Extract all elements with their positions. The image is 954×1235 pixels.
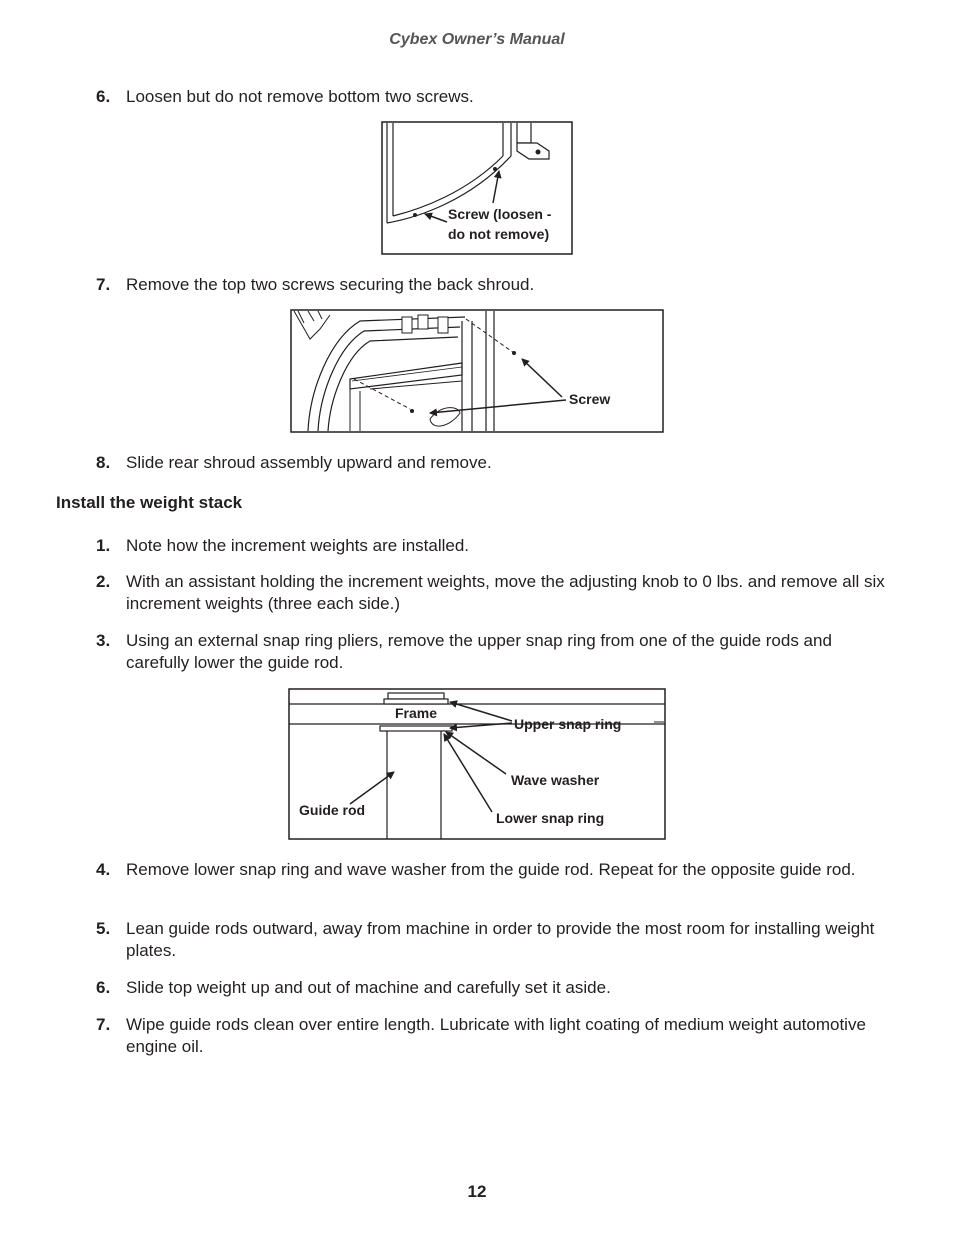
step-number: 8. bbox=[96, 453, 111, 472]
step-number: 1. bbox=[96, 536, 111, 555]
guide-rod-label: Guide rod bbox=[299, 802, 366, 818]
step-number: 7. bbox=[96, 275, 111, 294]
lower-snap-ring-label: Lower snap ring bbox=[496, 810, 605, 826]
step-text: Wipe guide rods clean over entire length. Lubricate with light coating of medium weight automotive engine oil. bbox=[126, 1015, 866, 1056]
step-text: Slide top weight up and out of machine and carefully set it aside. bbox=[126, 978, 611, 997]
frame-label: Frame bbox=[395, 705, 438, 721]
step-text: Remove lower snap ring and wave washer from the guide rod. Repeat for the opposite guide rod. bbox=[126, 860, 856, 879]
step-number: 3. bbox=[96, 631, 111, 650]
step-number: 4. bbox=[96, 860, 111, 879]
page-number: 12 bbox=[467, 1182, 487, 1201]
step-number: 6. bbox=[96, 87, 111, 106]
step-text: With an assistant holding the increment weights, move the adjusting knob to 0 lbs. and remove all six increment weights (three each side.) bbox=[126, 572, 885, 613]
page-header: Cybex Owner’s Manual bbox=[389, 31, 565, 48]
step-number: 2. bbox=[96, 572, 111, 591]
screw-label: Screw bbox=[569, 391, 611, 407]
step-text: Remove the top two screws securing the back shroud. bbox=[126, 275, 535, 294]
step-number: 6. bbox=[96, 978, 111, 997]
wave-washer-label: Wave washer bbox=[511, 772, 600, 788]
section-title: Install the weight stack bbox=[56, 493, 243, 512]
step-text: Slide rear shroud assembly upward and remove. bbox=[126, 453, 492, 472]
step-text: Lean guide rods outward, away from machine in order to provide the most room for installing weight plates. bbox=[126, 919, 875, 960]
figure-bottom-screws bbox=[381, 121, 573, 255]
step-number: 7. bbox=[96, 1015, 111, 1034]
figure-guide-rod bbox=[288, 688, 666, 840]
step-text: Loosen but do not remove bottom two screws. bbox=[126, 87, 474, 106]
step-number: 5. bbox=[96, 919, 111, 938]
upper-snap-ring-label: Upper snap ring bbox=[514, 716, 622, 732]
screw-loosen-label: Screw (loosen - bbox=[448, 206, 552, 222]
step-text: Note how the increment weights are installed. bbox=[126, 536, 470, 555]
screw-loosen-label-2: do not remove) bbox=[448, 226, 550, 242]
step-text: Using an external snap ring pliers, remove the upper snap ring from one of the guide rods and carefully lower the guide rod. bbox=[126, 631, 832, 672]
figure-top-screws bbox=[290, 309, 664, 433]
